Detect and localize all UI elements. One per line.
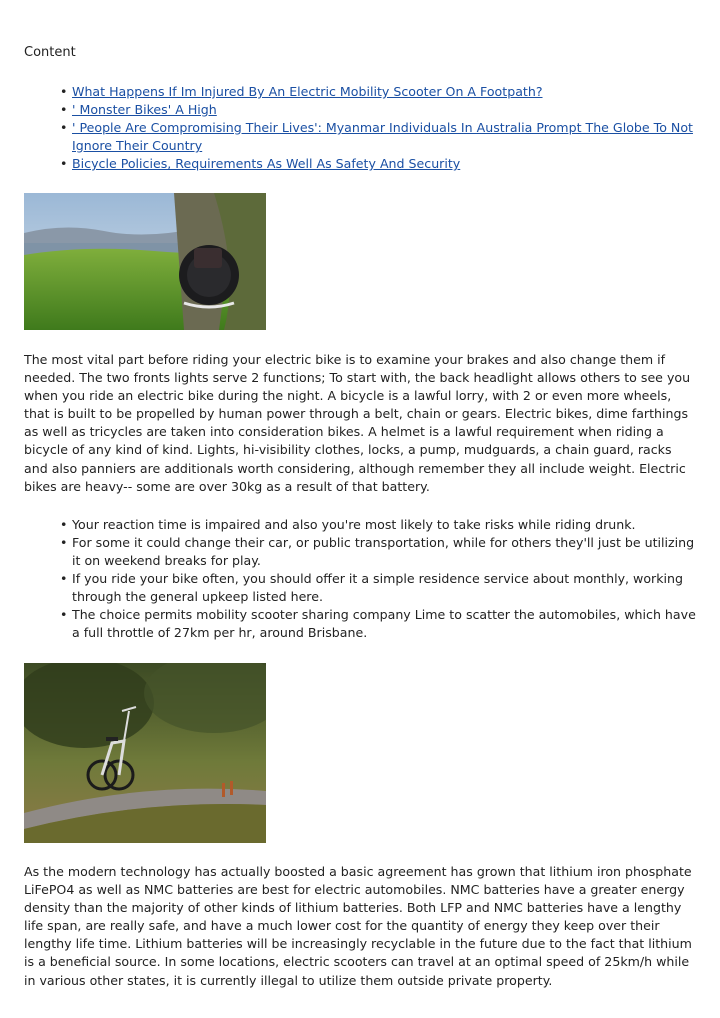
toc-link-bicycle-policies[interactable]: Bicycle Policies, Requirements As Well As Safety And Security xyxy=(72,156,461,171)
toc-link-monster-bikes[interactable]: ' Monster Bikes' A High xyxy=(72,102,217,117)
toc-link-injured-scooter[interactable]: What Happens If Im Injured By An Electric Mobility Scooter On A Footpath? xyxy=(72,84,543,99)
list-item: • If you ride your bike often, you should offer it a simple residence service about monthly, working through the general upkeep listed here. xyxy=(24,570,696,606)
toc-item xyxy=(24,83,696,101)
table-of-contents xyxy=(24,83,696,173)
paragraph-brakes: The most vital part before riding your electric bike is to examine your brakes and also change them if needed. The two fronts lights serve 2 functions; To start with, the back headlight allows others to see you when you ride an electric bike during the night. A bicycle is a lawful lorry, with 2 or even more wheels, that is built to be propelled by human power through a belt, chain or gears. Electric bikes, dime farthings as well as tricycles are taken into consideration bikes. A helmet is a lawful requirement when riding a bicycle of any kind of kind. Lights, hi-visibility clothes, locks, a pump, mudguards, a chain guard, racks and also panniers are additionals worth considering, although remember they all include weight. Electric bikes are heavy-- some are over 30kg as a result of that battery. xyxy=(24,352,691,494)
content-heading: Content xyxy=(24,45,76,60)
bullet-list xyxy=(24,516,696,642)
toc-item xyxy=(24,101,696,119)
bicycle-photo xyxy=(24,663,266,843)
toc-item xyxy=(24,155,696,173)
list-item: • For some it could change their car, or public transportation, while for others they'll just be utilizing it on weekend breaks for play. xyxy=(24,534,696,570)
unicycle-photo xyxy=(24,193,266,330)
list-item: • The choice permits mobility scooter sharing company Lime to scatter the automobiles, which have a full throttle of 27km per hr, around Brisbane. xyxy=(24,606,696,642)
list-item: • Your reaction time is impaired and also you're most likely to take risks while riding drunk. xyxy=(24,516,696,534)
paragraph-lithium-batteries: As the modern technology has actually boosted a basic agreement has grown that lithium iron phosphate LiFePO4 as well as NMC batteries are best for electric automobiles. NMC batteries have a greater energy density than the majority of other kinds of lithium batteries. Both LFP and NMC batteries have a lengthy life span, are really safe, and have a much lower cost for the quantity of energy they keep over their lengthy life time. Lithium batteries will be increasingly recyclable in the future due to the fact that lithium is a beneficial source. In some locations, electric scooters can travel at an optimal speed of 25km/h while in various other states, it is currently illegal to utilize them outside private property. xyxy=(24,864,692,988)
toc-item xyxy=(24,119,696,155)
toc-link-myanmar[interactable]: ' People Are Compromising Their Lives': Myanmar Individuals In Australia Prompt The Globe To Not Ignore Their Country xyxy=(72,120,693,153)
